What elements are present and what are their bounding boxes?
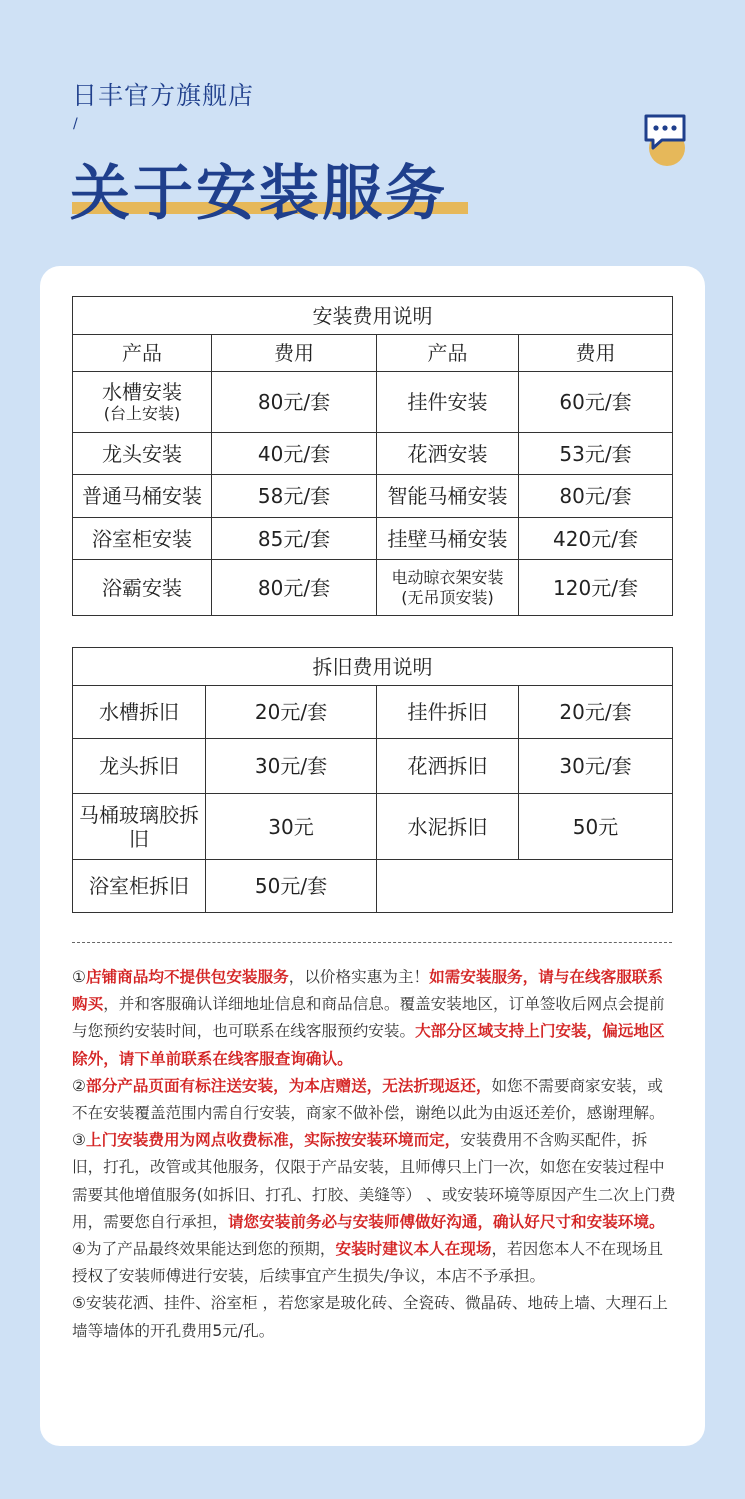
note-text: ，若因您本人不在现场且授权了安装师傅进行安装，后续事宜产生损失/争议，本店不予承担。 [72,1240,663,1286]
product-cell: 浴霸安装 [73,560,212,616]
note-highlight: 上门安装费用为网点收费标准，实际按安装环境而定， [85,1131,461,1150]
fee-cell: 20元/套 [519,686,673,739]
page-title: 关于安装服务 [70,159,448,229]
product-cell: 挂件安装 [377,372,519,433]
table-row [73,860,673,913]
fee-cell: 80元/套 [519,475,673,518]
note-paragraph [72,1127,678,1236]
fee-cell: 20元/套 [206,686,377,739]
product-cell: 龙头安装 [73,433,212,475]
dashed-divider [72,942,672,943]
product-cell: 挂壁马桶安装 [377,518,519,560]
table-row [73,739,673,794]
note-text: ④为了产品最终效果能达到您的预期， [72,1240,336,1259]
note-text: 如您不需要商家安装，或不在安装覆盖范围内需自行安装，商家不做补偿，谢绝以此为由返还差价，感谢理解。 [72,1076,665,1123]
empty-cell [377,860,673,913]
fee-cell: 58元/套 [212,475,377,518]
table-row [73,518,673,560]
table-row [73,686,673,739]
chat-bubble-icon [640,110,690,170]
note-paragraph [72,964,678,1073]
product-cell: 水槽安装 (台上安装) [73,372,212,433]
service-notes [72,964,678,1345]
fee-cell: 85元/套 [212,518,377,560]
fee-cell: 40元/套 [212,433,377,475]
note-highlight: 安装时建议本人在现场 [335,1240,492,1259]
product-cell: 浴室柜拆旧 [73,860,206,913]
title-block [70,146,448,232]
note-paragraph [72,1236,678,1290]
product-cell: 马桶玻璃胶拆旧 [73,794,206,860]
product-cell: 水泥拆旧 [377,794,519,860]
note-text: ⑤安装花洒、挂件、浴室柜 ，若您家是玻化砖、全瓷砖、微晶砖、地砖上墙、大理石上墙等墙体的开孔费用5元/孔。 [72,1294,668,1340]
note-highlight: 大部分区域支持上门安装，偏远地区除外，请下单前联系在线客服查询确认。 [72,1022,665,1068]
install-table-caption: 安装费用说明 [73,297,673,335]
note-highlight: 如需安装服务，请与在线客服联系购买 [72,968,663,1014]
product-cell: 花洒拆旧 [377,739,519,794]
header-product: 产品 [73,335,212,372]
removal-fee-table [72,647,673,913]
removal-table-caption: 拆旧费用说明 [73,648,673,686]
fee-cell: 80元/套 [212,560,377,616]
product-cell: 普通马桶安装 [73,475,212,518]
note-highlight: 请您安装前务必与安装师傅做好沟通，确认好尺寸和安装环境。 [227,1212,665,1231]
note-paragraph [72,1073,678,1127]
fee-cell: 50元 [519,794,673,860]
fee-cell: 30元/套 [519,739,673,794]
note-text: ，并和客服确认详细地址信息和商品信息。覆盖安装地区，订单签收后网点会提前与您预约安装时间，也可联系在线客服预约安装。 [72,995,665,1041]
note-text: ，以价格实惠为主！ [288,968,430,986]
fee-cell: 30元/套 [206,739,377,794]
content-card [40,266,705,1446]
table-row [73,475,673,518]
header-product: 产品 [377,335,519,372]
note-text: 安装费用不含购买配件，拆旧，打孔，改管或其他服务，仅限于产品安装，且师傅只上门一次，如您在安装过程中需要其他增值服务(如拆旧、打孔、打胶、美缝等） 、或安装环境等原因产生二次上门费用，需要您自行承担， [72,1131,676,1231]
product-cell: 智能马桶安装 [377,475,519,518]
fee-cell: 53元/套 [519,433,673,475]
fee-cell: 30元 [206,794,377,860]
table-row [73,560,673,616]
product-cell: 水槽拆旧 [73,686,206,739]
product-cell: 挂件拆旧 [377,686,519,739]
fee-cell: 80元/套 [212,372,377,433]
note-text: ③ [72,1131,86,1150]
note-text: ① [72,968,86,986]
table-row [73,433,673,475]
header-fee: 费用 [212,335,377,372]
note-highlight: 部分产品页面有标注送安装，为本店赠送，无法折现返还， [85,1076,492,1095]
note-paragraph [72,1290,678,1344]
table-row [73,372,673,433]
header-fee: 费用 [519,335,673,372]
note-text: ② [72,1076,86,1095]
product-cell: 龙头拆旧 [73,739,206,794]
product-cell: 电动晾衣架安装 (无吊顶安装) [377,560,519,616]
fee-cell: 50元/套 [206,860,377,913]
fee-cell: 420元/套 [519,518,673,560]
slash-mark: / [73,116,78,132]
product-cell: 花洒安装 [377,433,519,475]
fee-cell: 120元/套 [519,560,673,616]
table-row [73,794,673,860]
shop-name: 日丰官方旗舰店 [72,81,255,110]
note-highlight: 店铺商品均不提供包安装服务 [85,968,289,986]
install-fee-table [72,296,673,616]
product-cell: 浴室柜安装 [73,518,212,560]
fee-cell: 60元/套 [519,372,673,433]
